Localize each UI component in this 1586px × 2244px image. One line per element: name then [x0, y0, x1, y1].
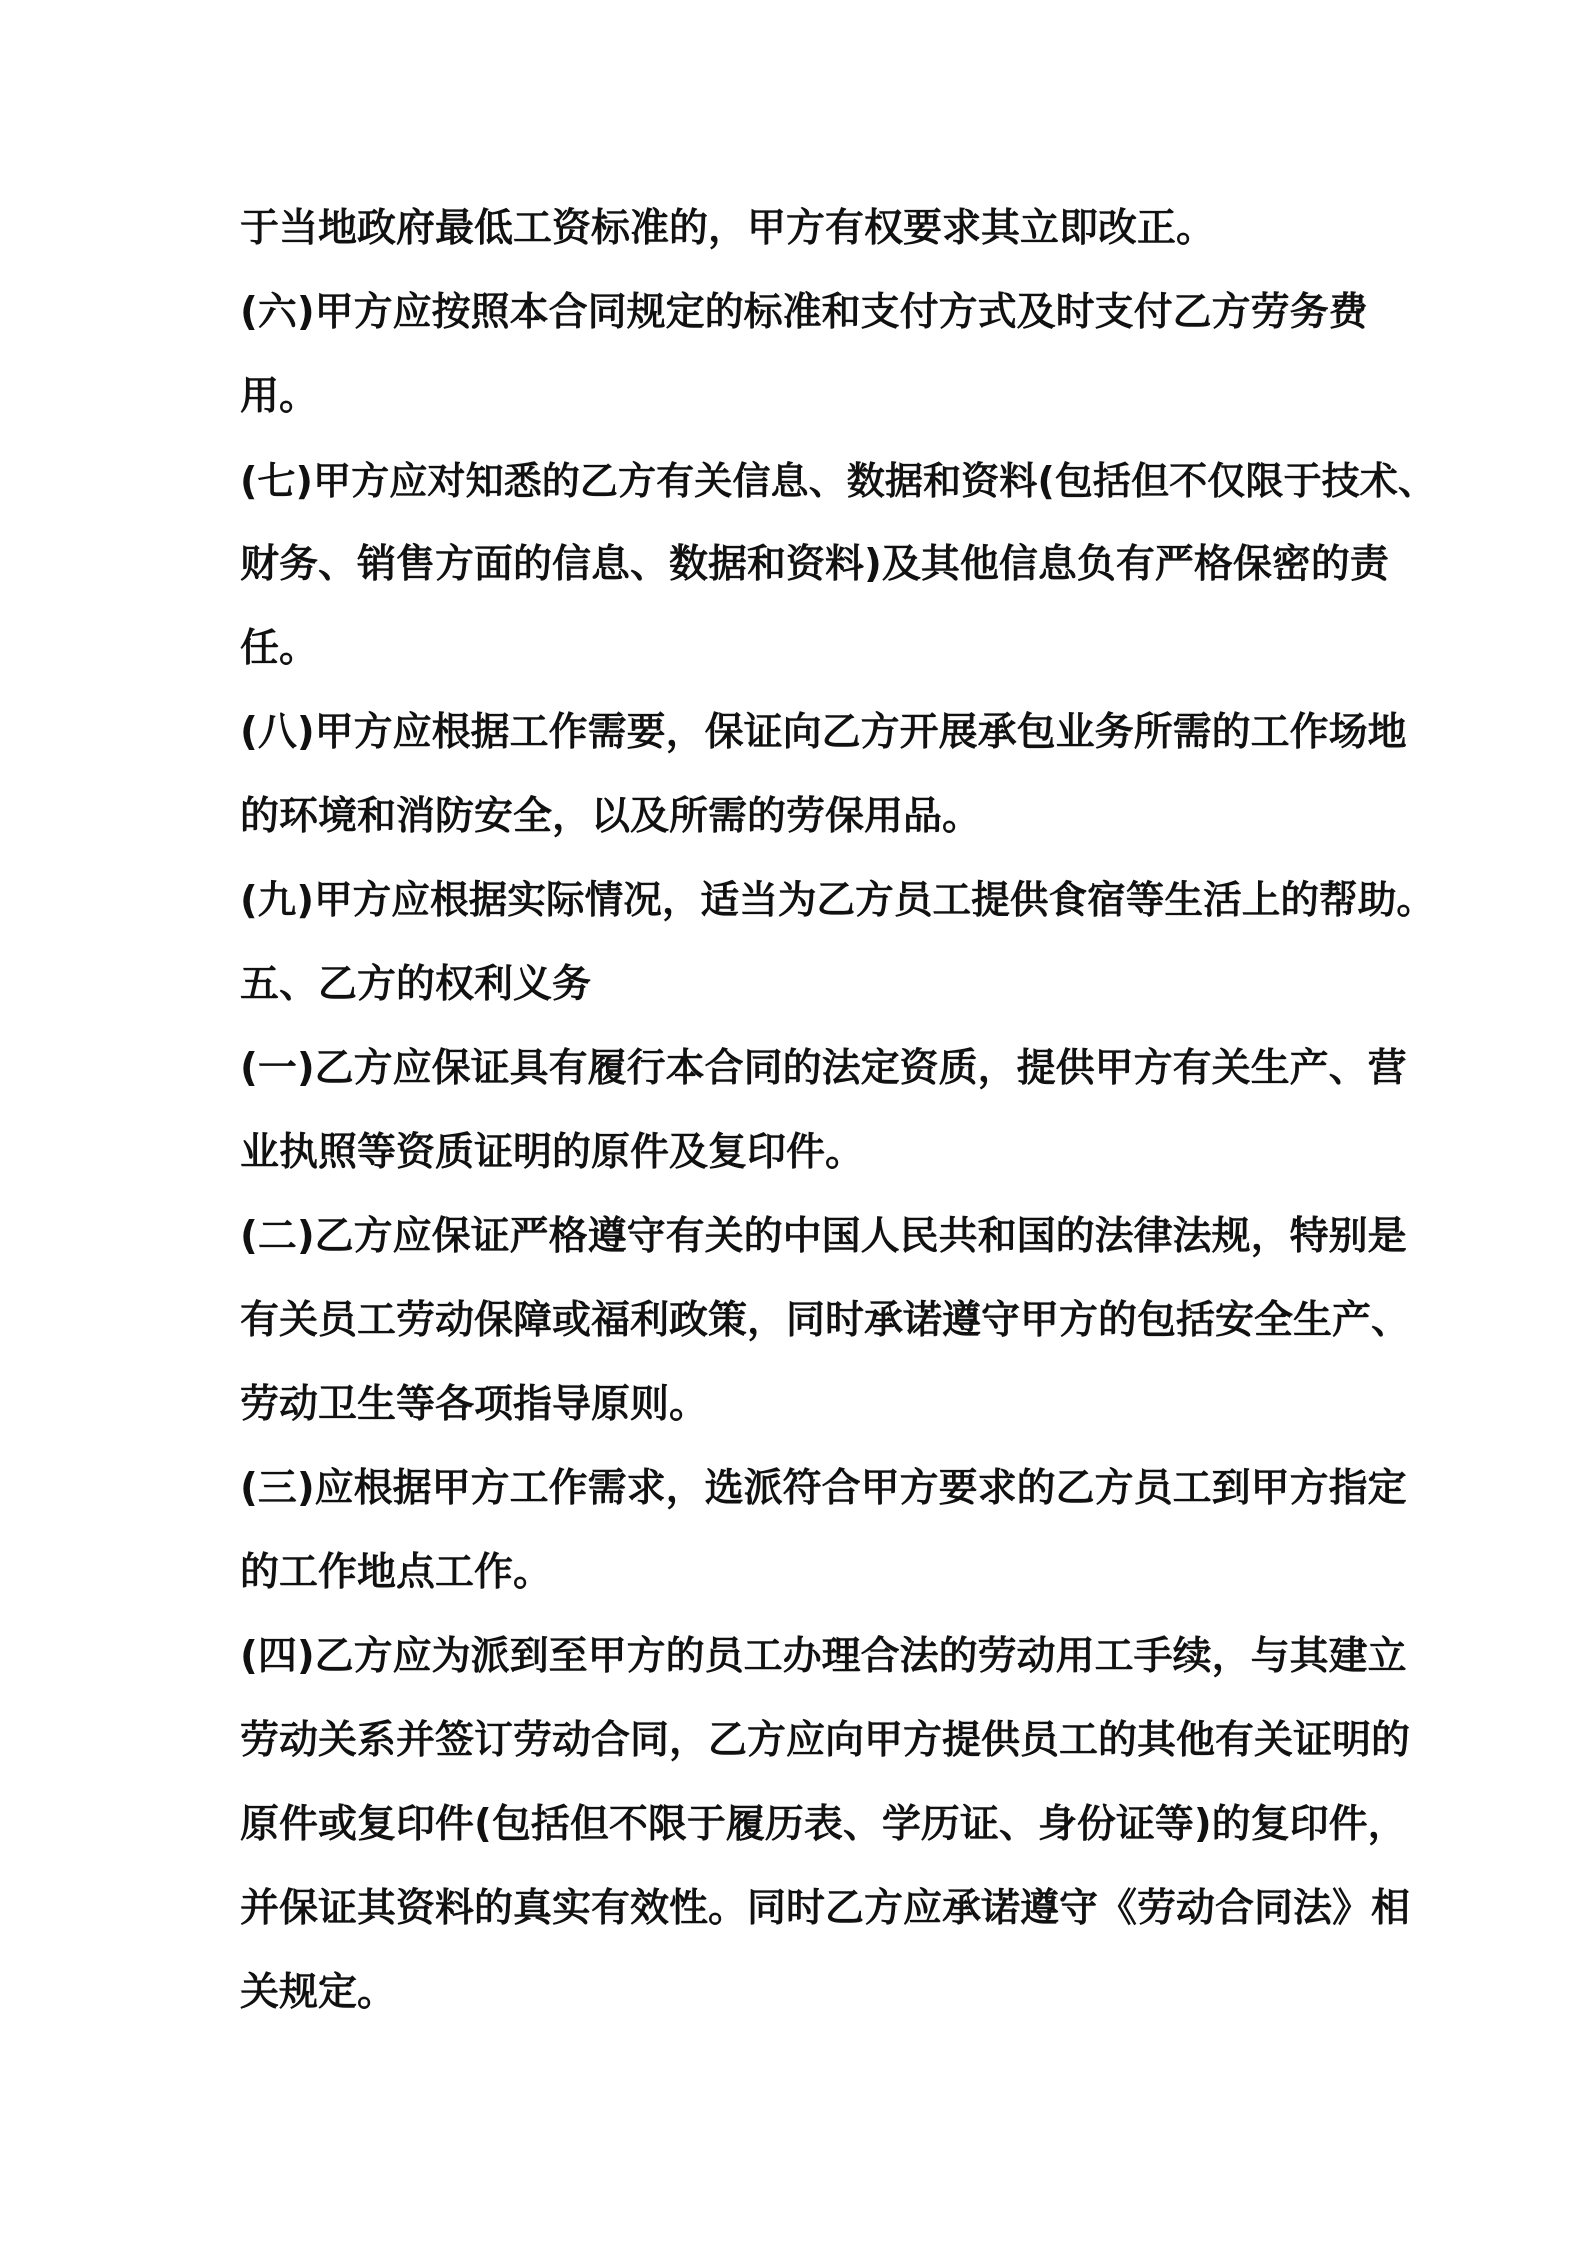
- text-line: 并保证其资料的真实有效性。同时乙方应承诺遵守《劳动合同法》相: [240, 1886, 1411, 1931]
- text-line: 原件或复印件(包括但不限于履历表、学历证、身份证等)的复印件，: [240, 1802, 1407, 1847]
- text-line: 业执照等资质证明的原件及复印件。: [240, 1130, 865, 1175]
- text-line: 劳动卫生等各项指导原则。: [240, 1382, 709, 1427]
- text-line: 有关员工劳动保障或福利政策，同时承诺遵守甲方的包括安全生产、: [240, 1298, 1411, 1343]
- text-line: (四)乙方应为派到至甲方的员工办理合法的劳动用工手续，与其建立: [240, 1634, 1407, 1679]
- text-line: (三)应根据甲方工作需求，选派符合甲方要求的乙方员工到甲方指定: [240, 1466, 1407, 1511]
- text-line: 用。: [240, 374, 319, 419]
- text-line: 劳动关系并签订劳动合同，乙方应向甲方提供员工的其他有关证明的: [240, 1718, 1411, 1763]
- text-line: (二)乙方应保证严格遵守有关的中国人民共和国的法律法规，特别是: [240, 1214, 1407, 1259]
- text-line: (八)甲方应根据工作需要，保证向乙方开展承包业务所需的工作场地: [240, 710, 1407, 755]
- section-heading: 五、乙方的权利义务: [240, 962, 592, 1007]
- text-line: 任。: [240, 626, 319, 671]
- text-line: 关规定。: [240, 1970, 397, 2015]
- text-line: (一)乙方应保证具有履行本合同的法定资质，提供甲方有关生产、营: [240, 1046, 1407, 1091]
- text-line: 的环境和消防安全，以及所需的劳保用品。: [240, 794, 982, 839]
- text-line: 于当地政府最低工资标准的，甲方有权要求其立即改正。: [240, 206, 1216, 251]
- text-line: (七)甲方应对知悉的乙方有关信息、数据和资料(包括但不仅限于技术、: [240, 459, 1437, 503]
- text-line: (九)甲方应根据实际情况，适当为乙方员工提供食宿等生活上的帮助。: [240, 878, 1436, 923]
- text-line: 的工作地点工作。: [240, 1550, 553, 1595]
- text-line: 财务、销售方面的信息、数据和资料)及其他信息负有严格保密的责: [240, 542, 1389, 587]
- text-line: (六)甲方应按照本合同规定的标准和支付方式及时支付乙方劳务费: [240, 290, 1368, 335]
